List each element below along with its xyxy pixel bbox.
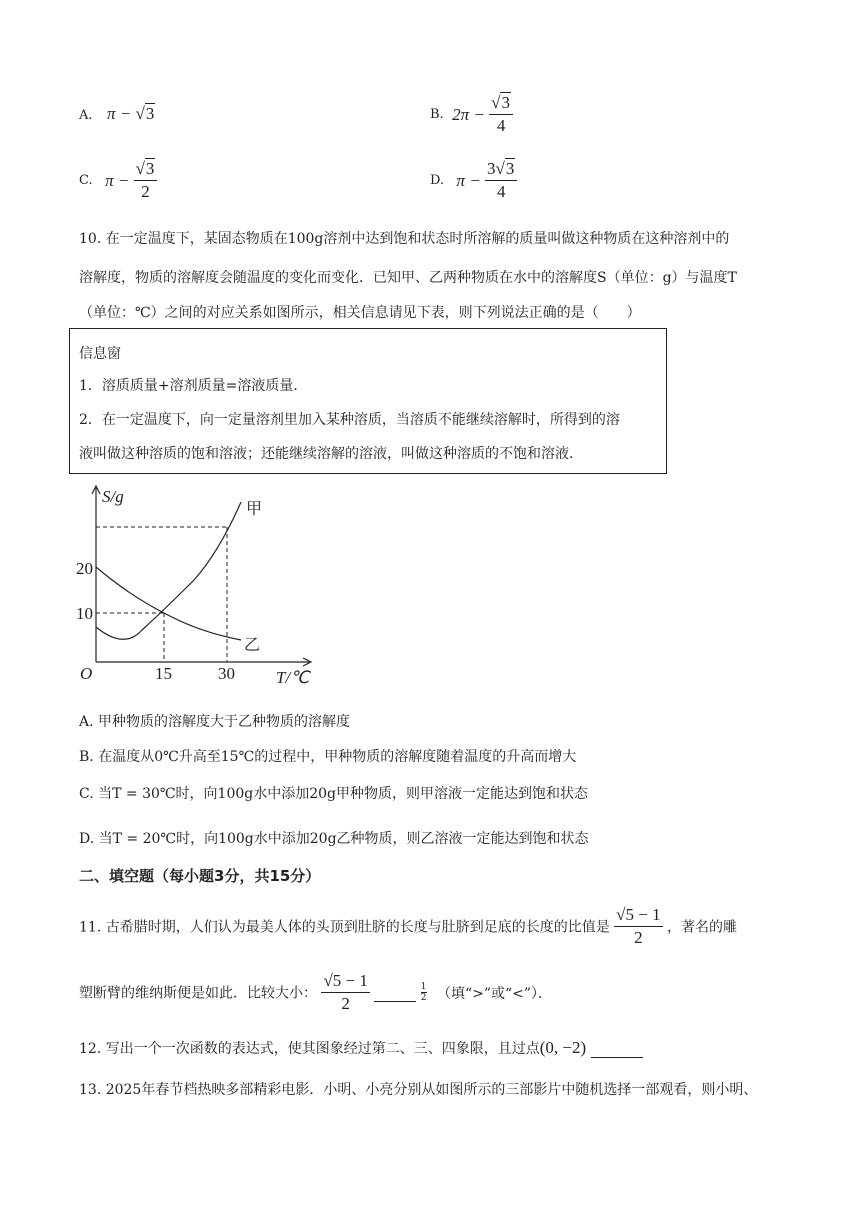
info-window: [69, 328, 667, 474]
solubility-graph: [74, 480, 324, 690]
q9-option-b-prefix: 2π −: [452, 104, 490, 124]
q12-point: (0, −2): [539, 1038, 587, 1057]
q11-line-1: [79, 904, 737, 949]
info-window-item-1: 1．溶质质量+溶剂质量=溶液质量．: [79, 378, 308, 394]
y-tick-20: 20: [76, 559, 93, 578]
q9-option-c-radicand: 3: [145, 159, 155, 178]
x-axis-label: T/℃: [276, 668, 310, 687]
compare-fraction-num: √5 − 1: [321, 970, 369, 993]
q10-option-a: A. 甲种物质的溶解度大于乙种物质的溶解度: [79, 714, 351, 730]
golden-ratio-den: 2: [634, 928, 643, 947]
q9-option-b-den: 4: [496, 116, 506, 135]
x-tick-15: 15: [155, 664, 172, 683]
half-num: 1: [420, 982, 427, 992]
curve-yi-label: 乙: [244, 635, 261, 654]
q13-line-1: 13. 2025年春节档热映多部精彩电影．小明、小亮分别从如图所示的三部影片中随机选择一部观看，则小明、: [79, 1082, 758, 1098]
q9-option-d: D. π − $\frac{3√3}{4}$: [430, 158, 517, 203]
curve-yi: [96, 567, 241, 640]
q11-answer-blank[interactable]: [374, 983, 416, 1002]
q9-option-d-radicand: 3: [505, 159, 515, 178]
q9-option-c: C. π − $\frac{√3}{2}$: [79, 158, 157, 203]
q11-line-2: [79, 970, 552, 1015]
q9-option-a-label: A.: [79, 108, 93, 123]
half-den: 2: [420, 993, 427, 1003]
q11-line-2-suffix: （填“>”或“<”）．: [436, 985, 553, 1002]
curve-jia-label: 甲: [246, 499, 263, 518]
q9-option-a: A. π − √3: [79, 104, 155, 123]
q10-option-d: D. 当T = 20℃时，向100g水中添加20g乙种物质，则乙溶液一定能达到饱和状态: [79, 831, 589, 847]
q10-option-b: B. 在温度从0℃升高至15℃的过程中，甲种物质的溶解度随着温度的升高而增大: [79, 749, 577, 765]
q9-option-b-label: B.: [430, 107, 444, 122]
q11-line-1-suffix: ，著名的雕: [667, 919, 738, 936]
y-axis-label: S/g: [102, 487, 124, 506]
info-window-title: 信息窗: [79, 346, 121, 362]
compare-fraction: [321, 970, 369, 1015]
q9-option-c-prefix: π −: [105, 170, 134, 190]
q10-line-1: 10. 在一定温度下，某固态物质在100g溶剂中达到饱和状态时所溶解的质量叫做这种物质在这种溶剂中的: [79, 231, 730, 247]
q12-text: 12. 写出一个一次函数的表达式，使其图象经过第二、三、四象限，且过点: [79, 1041, 540, 1057]
q11-line-1-prefix: 11. 古希腊时期，人们认为最美人体的头顶到肚脐的长度与肚脐到足底的长度的比值是: [79, 919, 610, 936]
q10-option-c: C. 当T = 30℃时，向100g水中添加20g甲种物质，则甲溶液一定能达到饱和状态: [79, 786, 589, 802]
q9-option-b: B. 2π − $\frac{√3}{4}$: [430, 92, 513, 137]
q12-line: [79, 1038, 643, 1058]
q11-line-2-prefix: 塑断臂的维纳斯便是如此．比较大小：: [79, 985, 317, 1002]
q9-option-c-label: C.: [79, 173, 93, 188]
q9-option-a-prefix: π −: [106, 104, 136, 123]
curve-jia: [96, 502, 241, 639]
golden-ratio-num: √5 − 1: [614, 904, 662, 927]
q9-option-c-den: 2: [141, 182, 150, 201]
x-tick-30: 30: [218, 664, 235, 683]
half-fraction: [421, 982, 427, 1003]
q9-option-d-prefix: π −: [456, 170, 486, 190]
q12-answer-blank[interactable]: [591, 1041, 643, 1058]
y-tick-10: 10: [76, 604, 93, 623]
origin-label: O: [80, 664, 93, 683]
section-2-heading: 二、填空题（每小题3分，共15分）: [79, 867, 321, 885]
info-window-item-2a: 2．在一定温度下，向一定量溶剂里加入某种溶质，当溶质不能继续溶解时，所得到的溶: [79, 412, 620, 428]
q9-option-d-coef: 3: [487, 159, 496, 178]
compare-fraction-den: 2: [341, 994, 350, 1013]
q10-line-3: （单位：℃）之间的对应关系如图所示，相关信息请见下表，则下列说法正确的是（ ）: [79, 305, 641, 321]
q9-option-d-den: 4: [496, 182, 506, 201]
q9-option-b-radicand: 3: [501, 93, 510, 112]
q9-option-a-radicand: 3: [145, 104, 155, 123]
info-window-item-2b: 液叫做这种溶质的饱和溶液；还能继续溶解的溶液，叫做这种溶质的不饱和溶液．: [79, 446, 583, 462]
q9-option-d-label: D.: [430, 173, 445, 188]
q10-line-2: 溶解度，物质的溶解度会随温度的变化而变化．已知甲、乙两种物质在水中的溶解度S（单位：g）与温度T: [79, 270, 737, 286]
golden-ratio-fraction: [614, 904, 662, 949]
